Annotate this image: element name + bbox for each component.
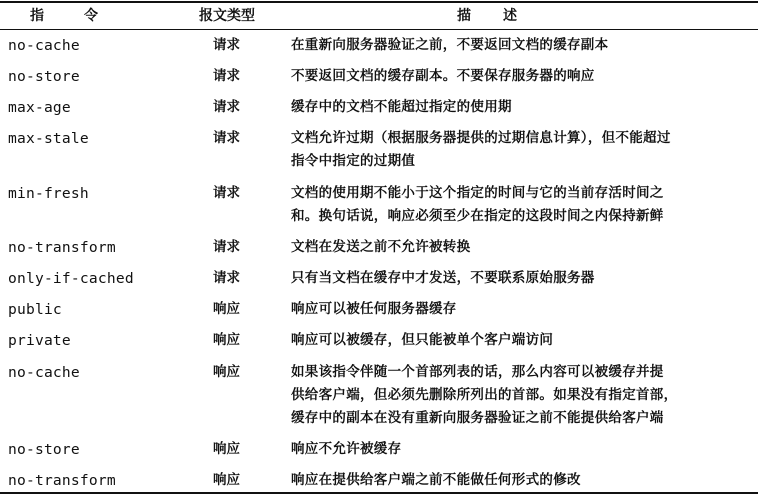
description-line: 缓存中的文档不能超过指定的使用期 (291, 99, 512, 115)
message-type-cell: 响应 (213, 301, 240, 317)
description-line: 响应可以被缓存，但只能被单个客户端访问 (291, 332, 554, 348)
description-line: 只有当文档在缓存中才发送，不要联系原始服务器 (291, 270, 595, 286)
message-type-cell: 响应 (213, 472, 240, 488)
description-line: 响应在提供给客户端之前不能做任何形式的修改 (291, 472, 581, 488)
table-top-rule (0, 1, 758, 3)
description-line: 在重新向服务器验证之前，不要返回文档的缓存副本 (291, 37, 609, 53)
table-bottom-rule (0, 492, 758, 494)
description-cell (291, 127, 753, 173)
message-type-cell: 请求 (213, 99, 240, 115)
description-cell (291, 236, 753, 259)
description-line: 响应可以被任何服务器缓存 (291, 301, 457, 317)
description-cell (291, 329, 753, 352)
directive-cell: no-transform (8, 239, 116, 256)
description-cell (291, 65, 753, 88)
header-directive: 指令 (30, 8, 138, 24)
message-type-cell: 请求 (213, 270, 240, 286)
description-line: 指令中指定的过期值 (291, 153, 416, 169)
header-message-type: 报文类型 (199, 8, 255, 24)
description-cell (291, 298, 753, 321)
message-type-cell: 请求 (213, 68, 240, 84)
directive-cell: max-age (8, 99, 71, 116)
description-cell (291, 469, 753, 492)
header-description: 描述 (457, 8, 549, 24)
directive-cell: public (8, 301, 62, 318)
message-type-cell: 请求 (213, 239, 240, 255)
message-type-cell: 请求 (213, 130, 240, 146)
description-cell (291, 96, 753, 119)
message-type-cell: 请求 (213, 37, 240, 53)
description-line: 文档允许过期（根据服务器提供的过期信息计算），但不能超过 (291, 130, 671, 146)
directive-cell: min-fresh (8, 185, 89, 202)
description-line: 响应不允许被缓存 (291, 441, 402, 457)
directive-cell: only-if-cached (8, 270, 134, 287)
description-cell (291, 34, 753, 57)
description-line: 不要返回文档的缓存副本。不要保存服务器的响应 (291, 68, 595, 84)
description-line: 供给客户端，但必须先删除所列出的首部。如果没有指定首部， (291, 387, 678, 403)
description-line: 文档的使用期不能小于这个指定的时间与它的当前存活时间之 (291, 185, 664, 201)
description-cell (291, 182, 753, 228)
message-type-cell: 响应 (213, 441, 240, 457)
description-cell (291, 361, 753, 430)
message-type-cell: 请求 (213, 185, 240, 201)
directive-cell: no-store (8, 68, 80, 85)
directive-cell: no-store (8, 441, 80, 458)
description-line: 和。换句话说，响应必须至少在指定的这段时间之内保持新鲜 (291, 208, 664, 224)
directive-cell: max-stale (8, 130, 89, 147)
description-cell (291, 438, 753, 461)
description-line: 文档在发送之前不允许被转换 (291, 239, 471, 255)
directive-cell: no-transform (8, 472, 116, 489)
header-rule (0, 29, 758, 30)
directive-cell: private (8, 332, 71, 349)
description-line: 缓存中的副本在没有重新向服务器验证之前不能提供给客户端 (291, 410, 664, 426)
message-type-cell: 响应 (213, 364, 240, 380)
directive-cell: no-cache (8, 37, 80, 54)
directive-cell: no-cache (8, 364, 80, 381)
message-type-cell: 响应 (213, 332, 240, 348)
description-line: 如果该指令伴随一个首部列表的话，那么内容可以被缓存并提 (291, 364, 664, 380)
description-cell (291, 267, 753, 290)
